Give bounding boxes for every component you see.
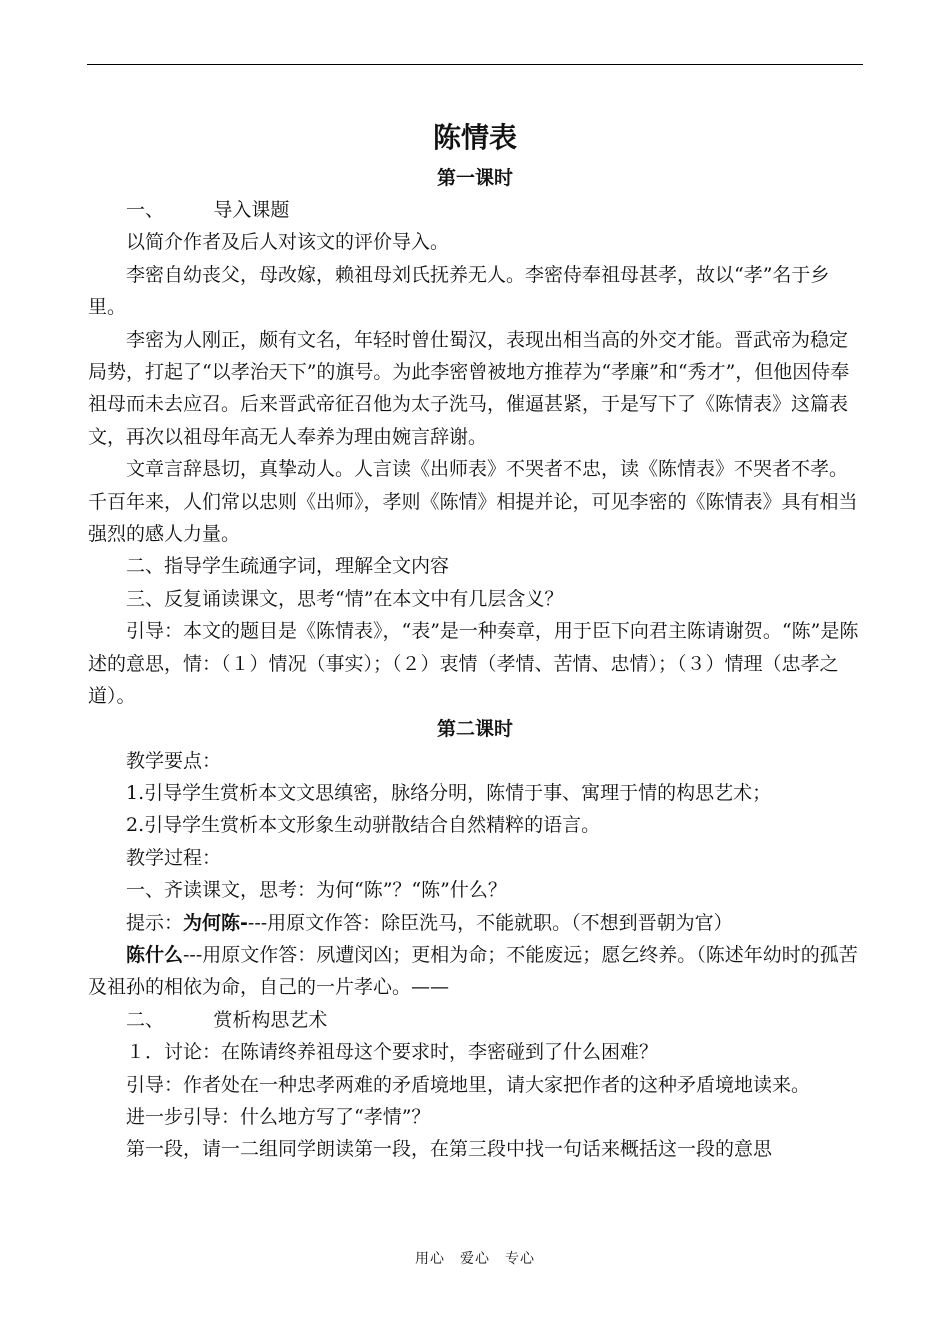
page-footer: 用心 爱心 专心 [415,1251,535,1267]
lesson-heading-1: 第一课时 [436,167,513,189]
document-body [88,118,862,1166]
paragraph: 进一步引导：什么地方写了“孝情”？ [126,1105,431,1128]
paragraph: 引导：作者处在一种忠孝两难的矛盾境地里，请大家把作者的这种矛盾境地读来。 [126,1073,811,1096]
hint-prefix: 提示： [126,911,184,934]
paragraph [88,907,862,939]
paragraph [88,939,862,1004]
paragraph: 第一段，请一二组同学朗读第一段，在第三段中找一句话来概括这一段的意思 [126,1138,773,1161]
bold-term: 为何陈- [183,911,248,934]
hint-text: ---用原文作答：除臣洗马，不能就职。（不想到晋朝为官） [247,911,733,934]
section-title: 赏析构思艺术 [213,1008,328,1031]
paragraph: 引导：本文的题目是《陈情表》，“表”是一种奏章，用于臣下向君主陈请谢贺。“陈”是陈述的意思，情：（１）情况（事实）；（２）衷情（孝情、苦情、忠情）；（３）情理（忠孝之道）。 [88,620,859,708]
section-heading: 二、指导学生疏通字词，理解全文内容 [126,555,450,578]
lesson-heading-2: 第二课时 [436,717,513,740]
bold-term: 陈什么 [126,943,184,966]
section-heading [88,1004,862,1036]
section-title: 导入课题 [213,199,290,221]
paragraph: １．讨论：在陈请终养祖母这个要求时，李密碰到了什么困难？ [126,1041,659,1064]
list-item: 1.引导学生赏析本文文思缜密，脉络分明，陈情于事、寓理于情的构思艺术； [126,781,772,804]
label: 教学要点： [126,749,222,772]
section-heading: 一、齐读课文，思考：为何“陈”？“陈”什么？ [126,879,507,902]
header-rule [87,64,863,65]
paragraph: 文章言辞恳切，真挚动人。人言读《出师表》不哭者不忠，读《陈情表》不哭者不孝。千百年来，人们常以忠则《出师》，孝则《陈情》相提并论，可见李密的《陈情表》具有相当强烈的感人力量。 [88,458,858,546]
page-title: 陈情表 [432,121,517,154]
list-item: 2.引导学生赏析本文形象生动骈散结合自然精粹的语言。 [126,814,601,837]
paragraph: 李密为人刚正，颇有文名，年轻时曾仕蜀汉，表现出相当高的外交才能。晋武帝为稳定局势，打起了“以孝治天下”的旗号。为此李密曾被地方推荐为“孝廉”和“秀才”，但他因侍奉祖母而未去应召。后来晋武帝征召他为太子洗马，催逼甚紧，于是写下了《陈情表》这篇表文，再次以祖母年高无人奉养为理由婉言辞谢。 [88,328,850,448]
paragraph: 以简介作者及后人对该文的评价导入。 [126,231,450,254]
section-heading-intro [88,194,862,226]
section-number: 一、 [126,199,165,221]
paragraph: 李密自幼丧父，母改嫁，赖祖母刘氏抚养无人。李密侍奉祖母甚孝，故以“孝”名于乡里。 [88,263,830,319]
label: 教学过程： [126,846,222,869]
answer-text: ---用原文作答：夙遭闵凶；更相为命；不能废远；愿乞终养。（陈述年幼时的孤苦及祖孙的相依为命，自己的一片孝心。—— [88,943,858,999]
section-number: 二、 [126,1008,165,1031]
section-heading: 三、反复诵读课文，思考“情”在本文中有几层含义？ [126,587,564,610]
